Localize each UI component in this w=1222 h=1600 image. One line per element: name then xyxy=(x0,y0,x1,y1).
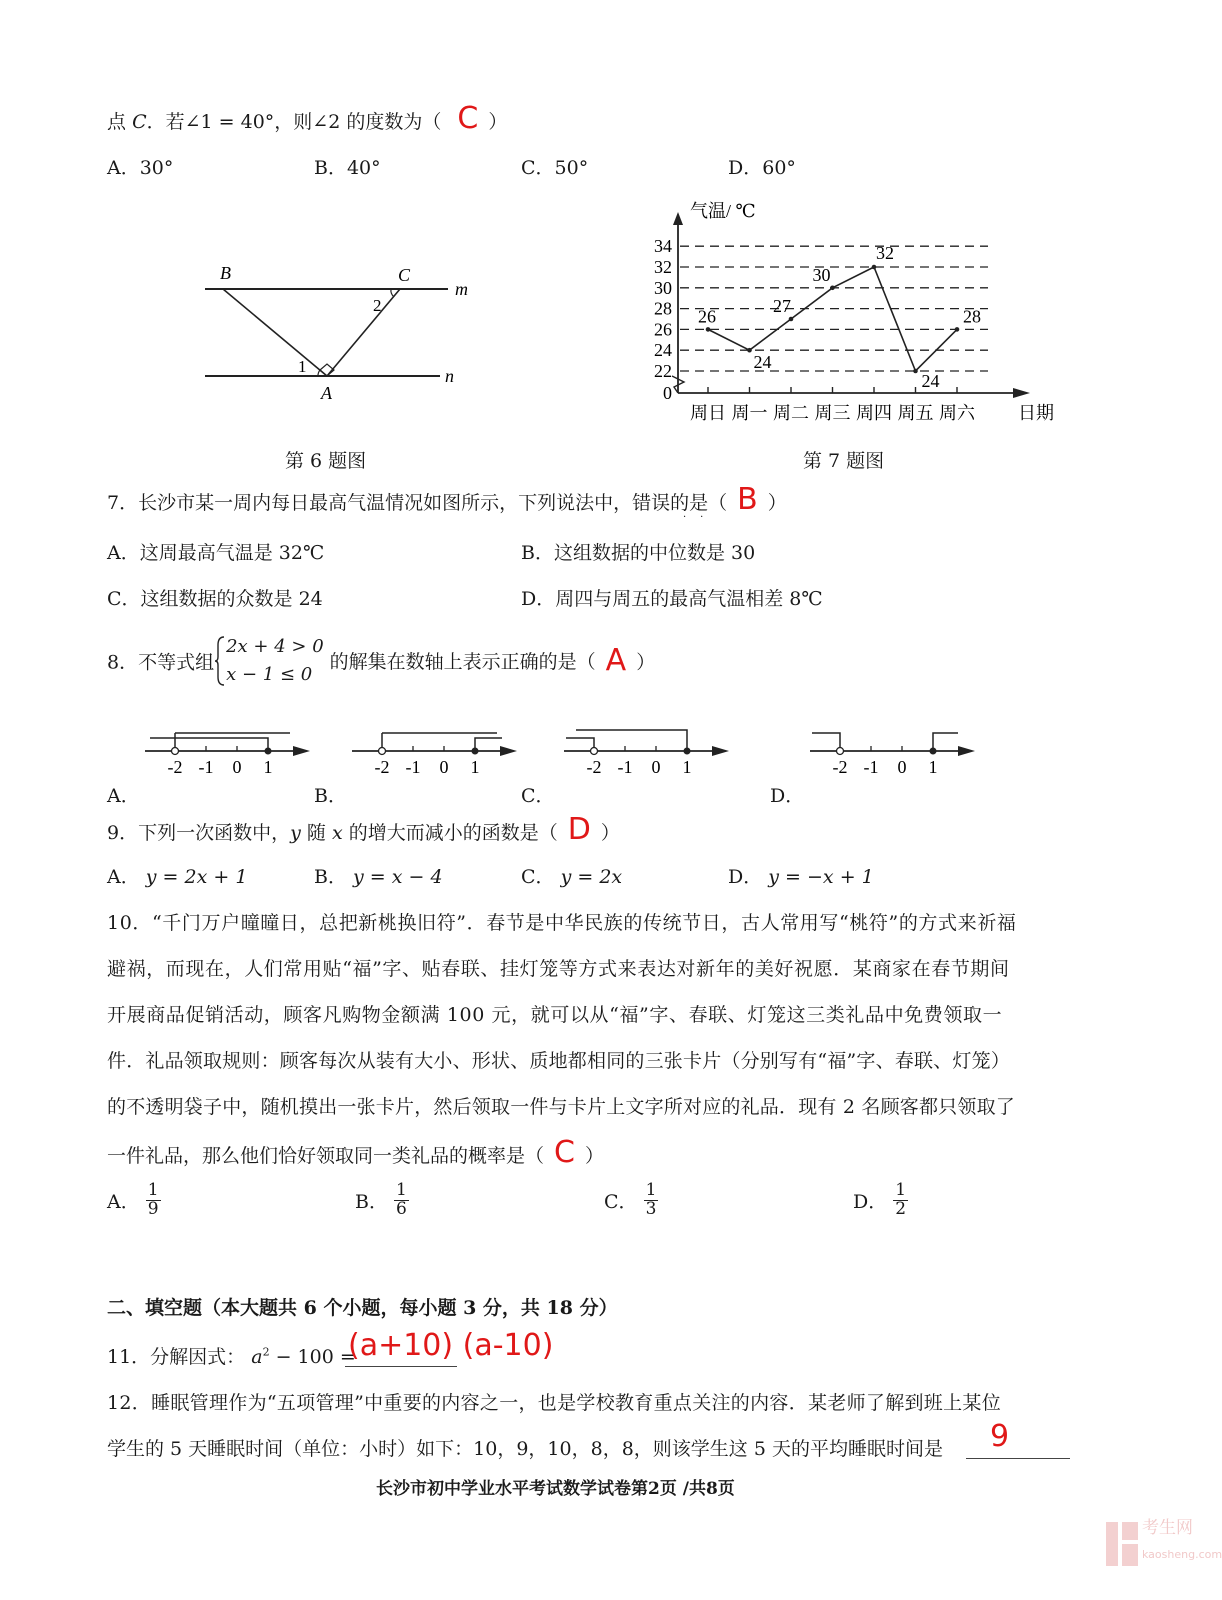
q7-option-c: C．这组数据的众数是 24 xyxy=(107,588,323,610)
q10-option-b xyxy=(355,1182,409,1219)
y-tick-label: 0 xyxy=(663,383,672,403)
q9-option-a-expr: y = 2x + 1 xyxy=(145,866,248,888)
y-tick-label: 30 xyxy=(654,277,672,298)
closed-point-1 xyxy=(684,748,691,755)
q6-option-a: A．30° xyxy=(107,157,174,179)
y-tick-label: 34 xyxy=(654,236,672,257)
q8-inequality-1: 2x + 4 > 0 xyxy=(226,636,324,657)
q6-option-b: B．40° xyxy=(314,157,381,179)
q9-option-a-letter: A． xyxy=(107,866,140,888)
q10-close: ） xyxy=(584,1145,604,1167)
q9-option-d xyxy=(728,862,874,889)
numerator: 1 xyxy=(147,1180,159,1200)
data-point xyxy=(872,265,877,270)
solution-bracket xyxy=(475,738,502,751)
q9-var-x: x xyxy=(331,822,343,844)
numerator: 1 xyxy=(396,1180,407,1200)
closed-point-1 xyxy=(930,748,937,755)
q10-option-d-letter: D． xyxy=(853,1190,888,1213)
data-label: 28 xyxy=(963,306,981,327)
brace-icon xyxy=(214,635,226,687)
figure-6-caption: 第 6 题图 xyxy=(285,450,367,472)
closed-point-1 xyxy=(265,748,272,755)
tick-label: -2 xyxy=(167,757,183,777)
q8-close: ） xyxy=(636,651,656,674)
data-point xyxy=(955,327,960,332)
watermark-logo-icon xyxy=(1106,1522,1138,1566)
denominator: 3 xyxy=(645,1198,657,1219)
tick-label: -1 xyxy=(198,757,214,777)
label-c: C xyxy=(398,265,411,285)
q10-option-a xyxy=(107,1182,161,1219)
q8-system xyxy=(226,633,324,689)
section-2-heading: 二、填空题（本大题共 6 个小题，每小题 3 分，共 18 分） xyxy=(107,1297,618,1319)
q9-option-c-letter: C． xyxy=(521,866,555,888)
q9-option-b xyxy=(314,862,443,889)
denominator: 2 xyxy=(895,1198,907,1219)
page-footer: 长沙市初中学业水平考试数学试卷第2页 /共8页 xyxy=(376,1479,735,1499)
closed-point-1 xyxy=(472,748,479,755)
x-tick-label: 周日 xyxy=(690,403,726,423)
q6-stem-mid: ．若∠1 = 40°，则∠2 的度数为（ xyxy=(146,111,442,133)
q10-last-line xyxy=(107,1135,604,1170)
solution-bracket xyxy=(175,733,290,751)
q11-exponent: 2 xyxy=(262,1345,270,1359)
data-point xyxy=(913,369,918,374)
q10-option-b-fraction xyxy=(394,1182,409,1219)
q12-answer-blank[interactable] xyxy=(966,1434,1070,1459)
data-point xyxy=(706,327,711,332)
open-point-neg2 xyxy=(379,748,386,755)
y-axis-arrow-icon xyxy=(673,212,683,225)
tick-label: -1 xyxy=(405,757,421,777)
q9-option-b-expr: y = x − 4 xyxy=(353,866,443,888)
watermark-url: kaosheng.com xyxy=(1142,1548,1222,1561)
data-label: 24 xyxy=(921,371,940,391)
q7-stem xyxy=(107,482,787,517)
solution-bracket xyxy=(382,733,497,751)
q9-option-b-letter: B． xyxy=(314,866,347,888)
q7-stem-text: 7．长沙市某一周内每日最高气温情况如图所示，下列说法中，错误的是（ xyxy=(107,492,728,514)
q10-option-c-fraction xyxy=(644,1182,659,1219)
tick-label: 1 xyxy=(470,757,480,777)
y-tick-label: 26 xyxy=(654,319,672,340)
numerator: 1 xyxy=(895,1180,907,1200)
denominator: 6 xyxy=(396,1198,407,1219)
data-point xyxy=(830,286,835,291)
solution-bracket xyxy=(150,738,268,751)
tick-label: 1 xyxy=(263,757,273,777)
x-tick-label: 周五 xyxy=(897,403,934,423)
q6-stem-prefix: 点 xyxy=(107,111,127,133)
y-tick-label: 32 xyxy=(654,257,672,277)
q9-stem-c: 的增大而减小的函数是（ xyxy=(348,822,558,844)
q7-option-b: B．这组数据的中位数是 30 xyxy=(521,542,756,564)
q10-line-1: 10．“千门万户曈曈日，总把新桃换旧符”．春节是中华民族的传统节日，古人常用写“桃符”的方式来祈福 xyxy=(107,912,1017,934)
figure-7-caption: 第 7 题图 xyxy=(803,450,885,472)
q11-var-a: a xyxy=(251,1346,263,1368)
y-tick-label: 24 xyxy=(654,340,672,361)
label-angle1: 1 xyxy=(298,357,307,376)
denominator: 9 xyxy=(147,1198,159,1219)
q10-option-a-fraction xyxy=(146,1182,161,1219)
q12-line-2: 学生的 5 天睡眠时间（单位：小时）如下：10，9，10，8，8，则该学生这 5 天的平均睡眠时间是 xyxy=(107,1438,943,1460)
open-point-neg2 xyxy=(172,748,179,755)
q7-answer: B xyxy=(737,482,758,517)
q12-answer: 9 xyxy=(990,1419,1010,1454)
y-tick-label: 22 xyxy=(654,361,672,381)
x-axis-arrow-icon xyxy=(1013,388,1030,398)
angle2-arc xyxy=(391,289,394,297)
q11-expr-rest: − 100 = xyxy=(269,1346,356,1368)
q10-line-5: 的不透明袋子中，随机摸出一张卡片，然后领取一件与卡片上文字所对应的礼品．现有 2 名顾客都只领取了 xyxy=(107,1096,1015,1118)
tick-label: 0 xyxy=(232,757,242,777)
q8-stem-prefix: 8．不等式组 xyxy=(107,651,215,674)
q10-option-c-letter: C． xyxy=(604,1190,638,1213)
q12-line-1: 12．睡眠管理作为“五项管理”中重要的内容之一，也是学校教育重点关注的内容．某老师了解到班上某位 xyxy=(107,1392,1002,1414)
temperature-line xyxy=(708,264,957,371)
number-line-arrow-icon xyxy=(712,746,729,756)
solution-bracket xyxy=(933,733,958,751)
q8-option-d-letter: D． xyxy=(770,785,805,807)
label-angle2: 2 xyxy=(373,296,382,315)
q9-var-y: y xyxy=(290,822,301,844)
label-a: A xyxy=(321,383,332,403)
numerator: 1 xyxy=(645,1180,657,1200)
q10-option-a-letter: A． xyxy=(107,1190,140,1213)
q7-option-d: D．周四与周五的最高气温相差 8℃ xyxy=(521,588,823,610)
tick-label: 0 xyxy=(651,757,661,777)
q9-stem-a: 9．下列一次函数中， xyxy=(107,822,291,844)
tick-label: -2 xyxy=(832,757,848,777)
tick-label: -1 xyxy=(863,757,879,777)
watermark-text: 考生网 xyxy=(1142,1518,1193,1538)
q8-answer: A xyxy=(605,642,627,678)
tick-label: 0 xyxy=(439,757,449,777)
y-tick-label: 28 xyxy=(654,298,672,319)
q10-line-3: 开展商品促销活动，顾客凡购物金额满 100 元，就可以从“福”字、春联、灯笼这三类礼品中免费领取一 xyxy=(107,1004,1003,1026)
q10-last-line-text: 一件礼品，那么他们恰好领取同一类礼品的概率是（ xyxy=(107,1145,545,1167)
data-label: 27 xyxy=(773,296,791,316)
q10-option-d xyxy=(853,1182,908,1219)
q8-option-b-letter: B． xyxy=(314,785,347,807)
q7-close: ） xyxy=(767,492,787,514)
q8-stem-suffix: 的解集在数轴上表示正确的是（ xyxy=(329,651,596,674)
figure-6-diagram xyxy=(190,255,490,415)
watermark xyxy=(1106,1518,1222,1588)
data-point xyxy=(789,317,794,322)
q9-option-d-expr: y = −x + 1 xyxy=(768,866,874,888)
q11-stem-text: 11．分解因式： xyxy=(107,1346,246,1368)
q8-inequality-2: x − 1 ≤ 0 xyxy=(226,663,313,685)
number-line-arrow-icon xyxy=(293,746,310,756)
x-tick-label: 周四 xyxy=(856,403,892,423)
label-m: m xyxy=(455,279,468,299)
q9-close: ） xyxy=(600,822,620,844)
q10-line-4: 件．礼品领取规则：顾客每次从装有大小、形状、质地都相同的三张卡片（分别写有“福”字、春联、灯笼） xyxy=(107,1050,1011,1072)
q8-number-lines xyxy=(100,718,1000,780)
emphasis-dots: ·· xyxy=(683,512,718,523)
data-point xyxy=(747,348,752,353)
q10-line-2: 避祸，而现在，人们常用贴“福”字、贴春联、挂灯笼等方式来表达对新年的美好祝愿．某商家在春节期间 xyxy=(107,958,1010,980)
solution-bracket xyxy=(566,738,594,751)
y-axis-label: 气温/ ℃ xyxy=(690,201,756,221)
q10-option-d-fraction xyxy=(893,1182,908,1219)
q9-option-d-letter: D． xyxy=(728,866,763,888)
data-label: 30 xyxy=(812,264,831,285)
q9-option-c-expr: y = 2x xyxy=(560,866,623,888)
segment-ac xyxy=(327,289,400,376)
q8-stem xyxy=(107,633,655,689)
number-line-arrow-icon xyxy=(958,746,975,756)
tick-label: -2 xyxy=(586,757,602,777)
q6-option-d: D．60° xyxy=(728,157,796,179)
q9-stem xyxy=(107,812,620,847)
x-tick-label: 周二 xyxy=(773,403,809,423)
x-tick-label: 周六 xyxy=(939,403,975,423)
q9-answer: D xyxy=(567,812,591,847)
q7-option-a: A．这周最高气温是 32℃ xyxy=(107,542,325,564)
x-tick-label: 周三 xyxy=(814,403,851,423)
q6-stem xyxy=(107,101,508,136)
number-line-arrow-icon xyxy=(500,746,517,756)
x-tick-label: 周一 xyxy=(731,403,768,423)
tick-label: 1 xyxy=(928,757,938,777)
label-n: n xyxy=(445,366,454,386)
open-point-neg2 xyxy=(591,748,598,755)
label-b: B xyxy=(220,263,231,283)
x-axis-label: 日期 xyxy=(1018,403,1054,423)
q8-option-a-letter: A． xyxy=(107,785,140,807)
q9-stem-b: 随 xyxy=(306,822,326,844)
segment-ab xyxy=(223,289,327,376)
q10-option-b-letter: B． xyxy=(355,1190,388,1213)
tick-label: -1 xyxy=(617,757,633,777)
data-label: 32 xyxy=(876,243,894,263)
temperature-chart xyxy=(630,195,1054,435)
q11-answer: (a+10) (a-10) xyxy=(348,1328,554,1363)
data-label: 26 xyxy=(698,306,716,327)
q6-close: ） xyxy=(488,111,508,133)
open-point-neg2 xyxy=(837,748,844,755)
solution-bracket xyxy=(812,733,840,751)
q6-point-c: C xyxy=(132,111,147,133)
q8-option-c-letter: C． xyxy=(521,785,555,807)
tick-label: 0 xyxy=(897,757,907,777)
q10-answer: C xyxy=(554,1135,575,1170)
q6-option-c: C．50° xyxy=(521,157,589,179)
tick-label: 1 xyxy=(682,757,692,777)
data-label: 24 xyxy=(753,352,772,373)
q9-option-c xyxy=(521,862,622,889)
q9-option-a xyxy=(107,862,247,889)
tick-label: -2 xyxy=(374,757,390,777)
q6-answer: C xyxy=(457,101,479,136)
q10-option-c xyxy=(604,1182,658,1219)
q11-stem xyxy=(107,1342,356,1369)
